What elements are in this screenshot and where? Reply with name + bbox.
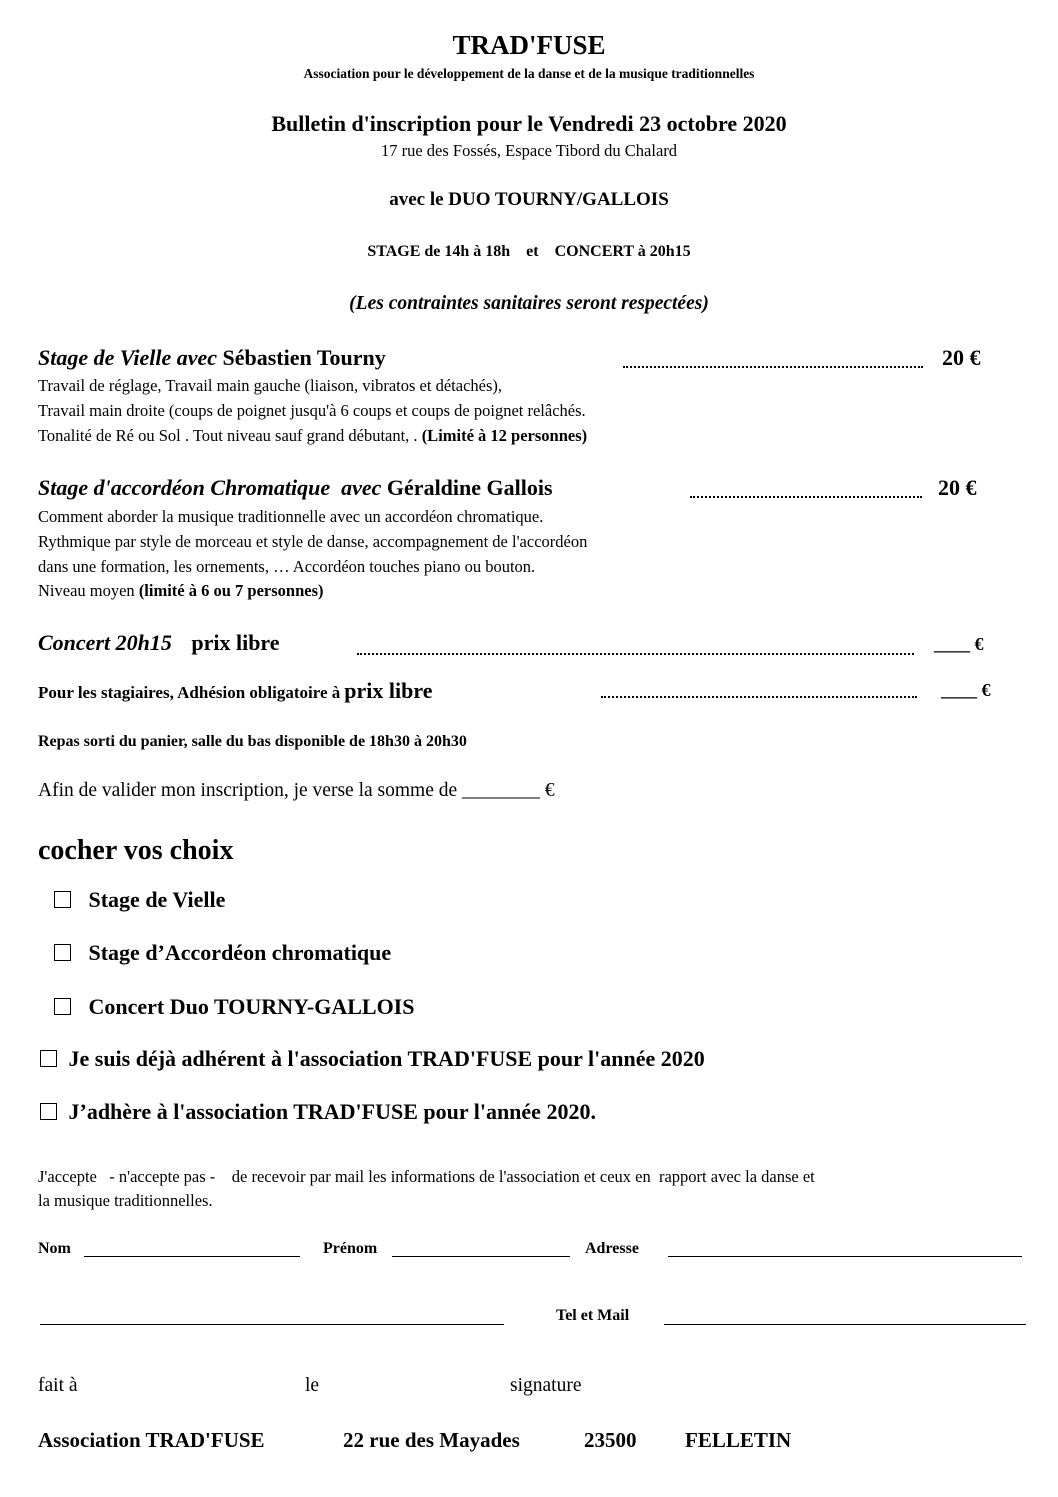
stage-vielle-dotted-leader bbox=[623, 366, 923, 368]
stage-vielle-level: Tonalité de Ré ou Sol . Tout niveau sauf grand débutant, . bbox=[38, 426, 418, 445]
stage-vielle-desc-3 bbox=[38, 426, 587, 446]
footer-org: Association TRAD'FUSE bbox=[38, 1428, 265, 1452]
choice-label: Stage d’Accordéon chromatique bbox=[88, 940, 392, 965]
stage-accordeon-limit: (limité à 6 ou 7 personnes) bbox=[138, 581, 324, 600]
adhesion-label: Pour les stagiaires, Adhésion obligatoire à bbox=[38, 683, 341, 702]
prenom-field[interactable] bbox=[392, 1256, 570, 1257]
checkbox-icon[interactable] bbox=[40, 1103, 57, 1120]
prenom-label: Prénom bbox=[323, 1240, 378, 1257]
concert-dotted-leader bbox=[357, 653, 914, 655]
stage-accordeon-label: Stage d'accordéon Chromatique avec bbox=[38, 475, 382, 500]
checkbox-icon[interactable] bbox=[40, 1050, 57, 1067]
stage-accordeon-title bbox=[38, 475, 553, 501]
choice-label: J’adhère à l'association TRAD'FUSE pour l'année 2020. bbox=[68, 1099, 596, 1124]
stage-accordeon-dotted-leader bbox=[690, 496, 922, 498]
footer-street: 22 rue des Mayades bbox=[343, 1428, 520, 1452]
stage-accordeon-desc-4 bbox=[38, 581, 324, 601]
checkbox-icon[interactable] bbox=[54, 944, 71, 961]
choice-label: Stage de Vielle bbox=[88, 887, 226, 912]
adresse-label: Adresse bbox=[585, 1240, 639, 1257]
concert-line bbox=[38, 630, 280, 656]
concert-amount: ____ € bbox=[934, 634, 984, 654]
checkbox-icon[interactable] bbox=[54, 891, 71, 908]
tel-mail-label: Tel et Mail bbox=[556, 1307, 630, 1324]
concert-price-label: prix libre bbox=[191, 630, 280, 655]
document-title: TRAD'FUSE bbox=[452, 30, 606, 60]
choice-join[interactable] bbox=[40, 1099, 596, 1125]
nom-label: Nom bbox=[38, 1240, 71, 1257]
stage-vielle-limit: (Limité à 12 personnes) bbox=[421, 426, 588, 445]
stage-vielle-desc-2: Travail main droite (coups de poignet jusqu'à 6 coups et coups de poignet relâchés. bbox=[38, 401, 586, 420]
concert-label: Concert 20h15 bbox=[38, 630, 172, 655]
stage-accordeon-teacher: Géraldine Gallois bbox=[386, 475, 553, 500]
consent-line-2: la musique traditionnelles. bbox=[38, 1191, 213, 1210]
document-subtitle: Association pour le développement de la danse et de la musique traditionnelles bbox=[303, 66, 755, 81]
duo-heading: avec le DUO TOURNY/GALLOIS bbox=[389, 189, 669, 210]
choices-heading: cocher vos choix bbox=[38, 835, 234, 866]
choice-label: Je suis déjà adhérent à l'association TRAD'FUSE pour l'année 2020 bbox=[68, 1046, 705, 1071]
stage-accordeon-desc-2: Rythmique par style de morceau et style de danse, accompagnement de l'accordéon bbox=[38, 532, 588, 551]
tel-mail-field[interactable] bbox=[664, 1324, 1026, 1325]
choice-stage-accordeon[interactable] bbox=[54, 940, 391, 966]
adhesion-line bbox=[38, 678, 432, 704]
signature-label: signature bbox=[510, 1375, 582, 1396]
stage-accordeon-price: 20 € bbox=[938, 475, 977, 500]
sanitary-note: (Les contraintes sanitaires seront respectées) bbox=[349, 293, 709, 314]
adhesion-dotted-leader bbox=[601, 696, 917, 698]
fait-a-label: fait à bbox=[38, 1375, 78, 1396]
event-address: 17 rue des Fossés, Espace Tibord du Chalard bbox=[380, 141, 678, 160]
adresse-field[interactable] bbox=[668, 1256, 1022, 1257]
choice-label: Concert Duo TOURNY-GALLOIS bbox=[88, 994, 415, 1019]
date-label: le bbox=[305, 1375, 320, 1396]
repas-note: Repas sorti du panier, salle du bas disponible de 18h30 à 20h30 bbox=[38, 733, 467, 750]
stage-vielle-desc-1: Travail de réglage, Travail main gauche (liaison, vibratos et détachés), bbox=[38, 376, 503, 395]
stage-accordeon-desc-3: dans une formation, les ornements, … Accordéon touches piano ou bouton. bbox=[38, 557, 536, 576]
checkbox-icon[interactable] bbox=[54, 998, 71, 1015]
stage-accordeon-desc-1: Comment aborder la musique traditionnelle avec un accordéon chromatique. bbox=[38, 507, 544, 526]
nom-field[interactable] bbox=[84, 1256, 300, 1257]
bulletin-heading: Bulletin d'inscription pour le Vendredi 23 octobre 2020 bbox=[271, 111, 787, 136]
schedule-line: STAGE de 14h à 18h et CONCERT à 20h15 bbox=[367, 243, 691, 260]
stage-accordeon-level: Niveau moyen bbox=[38, 581, 135, 600]
choice-already-member[interactable] bbox=[40, 1046, 705, 1072]
stage-vielle-label: Stage de Vielle avec bbox=[38, 345, 217, 370]
adhesion-amount: ____ € bbox=[941, 680, 991, 700]
footer-postcode: 23500 bbox=[584, 1428, 637, 1452]
consent-line-1: J'accepte - n'accepte pas - de recevoir par mail les informations de l'association et ceux en rapport avec la danse et bbox=[38, 1167, 815, 1186]
adhesion-price-label: prix libre bbox=[344, 678, 433, 703]
stage-vielle-title bbox=[38, 345, 386, 371]
choice-concert[interactable] bbox=[54, 994, 414, 1020]
stage-vielle-teacher: Sébastien Tourny bbox=[222, 345, 386, 370]
stage-vielle-price: 20 € bbox=[942, 345, 981, 370]
payment-line: Afin de valider mon inscription, je verse la somme de ________ € bbox=[38, 780, 555, 801]
choice-stage-vielle[interactable] bbox=[54, 887, 225, 913]
footer-city: FELLETIN bbox=[685, 1428, 792, 1452]
address-continuation-field[interactable] bbox=[40, 1324, 504, 1325]
